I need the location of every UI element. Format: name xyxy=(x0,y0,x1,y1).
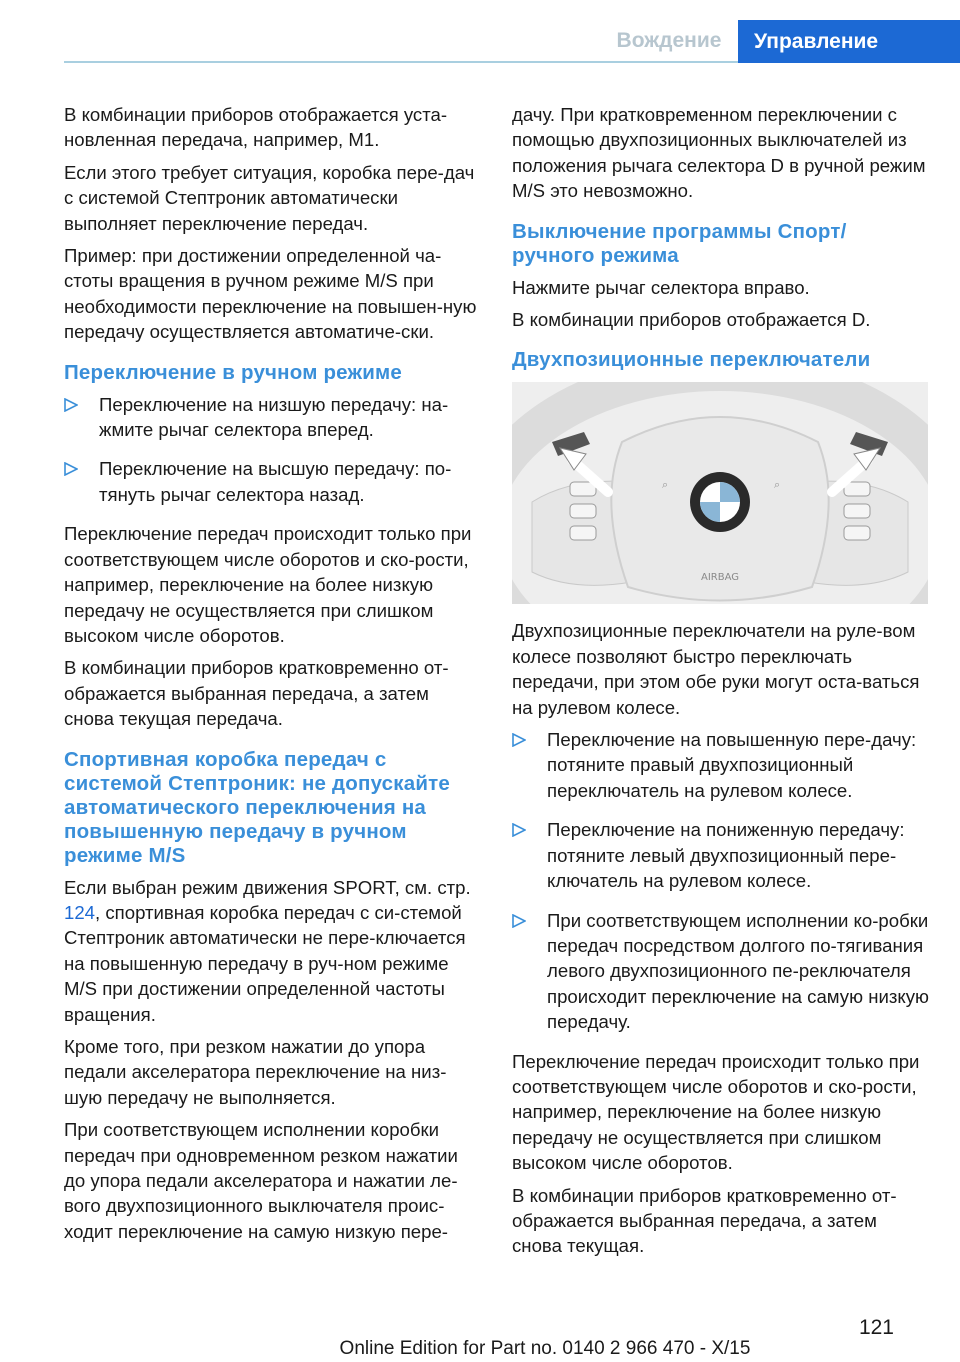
paragraph: Переключение передач происходит только при соответствующем числе оборотов и ско-рости, например, переключение на более низкую передачу не осуществляется при слишком высоком числе оборотов. xyxy=(64,523,472,646)
steering-wheel-figure xyxy=(512,382,928,604)
list-item xyxy=(512,908,930,1035)
triangle-bullet-icon xyxy=(64,398,78,412)
list-item-text: Переключение на высшую передачу: по-тянуть рычаг селектора назад. xyxy=(99,458,452,505)
paragraph: Нажмите рычаг селектора вправо. xyxy=(512,276,810,298)
header-tab-driving[interactable]: Вождение xyxy=(616,29,722,52)
bullet-list xyxy=(512,727,930,1034)
section-heading-sport-off: Выключение программы Спорт/ ручного режима xyxy=(512,219,847,267)
svg-text:⌕: ⌕ xyxy=(662,478,669,492)
paragraph: Пример: при достижении определенной ча-стоты вращения в ручном режиме M/S при необходимости переключение на повышен-ную передачу осуществляется автоматиче-ски. xyxy=(64,245,477,343)
section-heading-manual-mode: Переключение в ручном режиме xyxy=(64,360,403,384)
section-heading-paddles: Двухпозиционные переключатели xyxy=(512,348,871,372)
list-item xyxy=(64,392,482,443)
paragraph xyxy=(64,875,482,1027)
section-heading-sport-steptronic: Спортивная коробка передач с системой Стептроник: не допускайте автоматического переключения на повышенную передачу в ручном режиме M/S xyxy=(64,747,450,867)
triangle-bullet-icon xyxy=(512,823,526,837)
page-number: 121 xyxy=(858,1316,894,1339)
steering-wheel-illustration xyxy=(512,382,928,604)
right-column xyxy=(512,102,930,1266)
paragraph: дачу. При кратковременном переключении с помощью двухпозиционных выключателей из положения рычага селектора D в ручной режим M/S это невозможно. xyxy=(512,104,926,202)
paragraph-text: Если выбран режим движения SPORT, см. стр. xyxy=(64,876,471,898)
svg-text:⌕: ⌕ xyxy=(774,478,781,492)
list-item-text: Переключение на низшую передачу: на-жмите рычаг селектора вперед. xyxy=(99,393,449,441)
paragraph: Двухпозиционные переключатели на руле-вом колесе позволяют быстро переключать передачи, при этом обе руки могут оста-ваться на рулевом колесе. xyxy=(512,620,920,718)
left-column xyxy=(64,102,482,1251)
airbag-label: AIRBAG xyxy=(700,572,740,584)
paragraph: В комбинации приборов кратковременно от-ображается выбранная передача, а затем снова текущая передача. xyxy=(64,657,449,730)
paragraph-text: , спортивная коробка передач с си-стемой Стептроник автоматически не пере-ключается на повышенную передачу в руч-ном режиме M/S при достижении определенной частоты вращения. xyxy=(64,901,466,1025)
paragraph: В комбинации приборов кратковременно от-ображается выбранная передача, а затем снова текущая. xyxy=(512,1184,897,1257)
paragraph: Кроме того, при резком нажатии до упора педали акселератора переключение на низ-шую передачу не выполняется. xyxy=(64,1035,447,1108)
bullet-list xyxy=(64,392,482,508)
list-item xyxy=(512,727,930,803)
page-link-124[interactable]: 124 xyxy=(64,901,96,923)
list-item-text: Переключение на пониженную передачу: потяните левый двухпозиционный пере-ключатель на рулевом колесе. xyxy=(547,819,905,892)
edition-footer: Online Edition for Part no. 0140 2 966 470 - X/15 xyxy=(339,1338,751,1359)
list-item-text: При соответствующем исполнении ко-робки передач посредством долгого по-тягивания левого двухпозиционного пе-реключателя происходит переключение на самую низкую передачу. xyxy=(547,909,929,1033)
header-tab-controls[interactable]: Управление xyxy=(738,20,960,63)
paragraph: Переключение передач происходит только при соответствующем числе оборотов и ско-рости, например, переключение на более низкую передачу не осуществляется при слишком высоком числе оборотов. xyxy=(512,1050,920,1174)
list-item xyxy=(64,456,482,507)
triangle-bullet-icon xyxy=(512,733,526,747)
paragraph: Если этого требует ситуация, коробка пере-дач с системой Стептроник автоматически выполняет переключение передач. xyxy=(64,161,475,234)
paragraph: В комбинации приборов отображается уста-новленная передача, например, M1. xyxy=(64,104,448,151)
paragraph: При соответствующем исполнении коробки передач при одновременном резком нажатии до упора педали акселератора и нажатии ле-вого двухпозиционного выключателя проис-ходит переключение на самую низкую пере- xyxy=(64,1119,458,1242)
list-item-text: Переключение на повышенную пере-дачу: потяните правый двухпозиционный переключатель на рулевом колесе. xyxy=(547,729,917,801)
triangle-bullet-icon xyxy=(512,914,526,928)
triangle-bullet-icon xyxy=(64,462,78,476)
list-item xyxy=(512,817,930,893)
paragraph: В комбинации приборов отображается D. xyxy=(512,309,871,331)
